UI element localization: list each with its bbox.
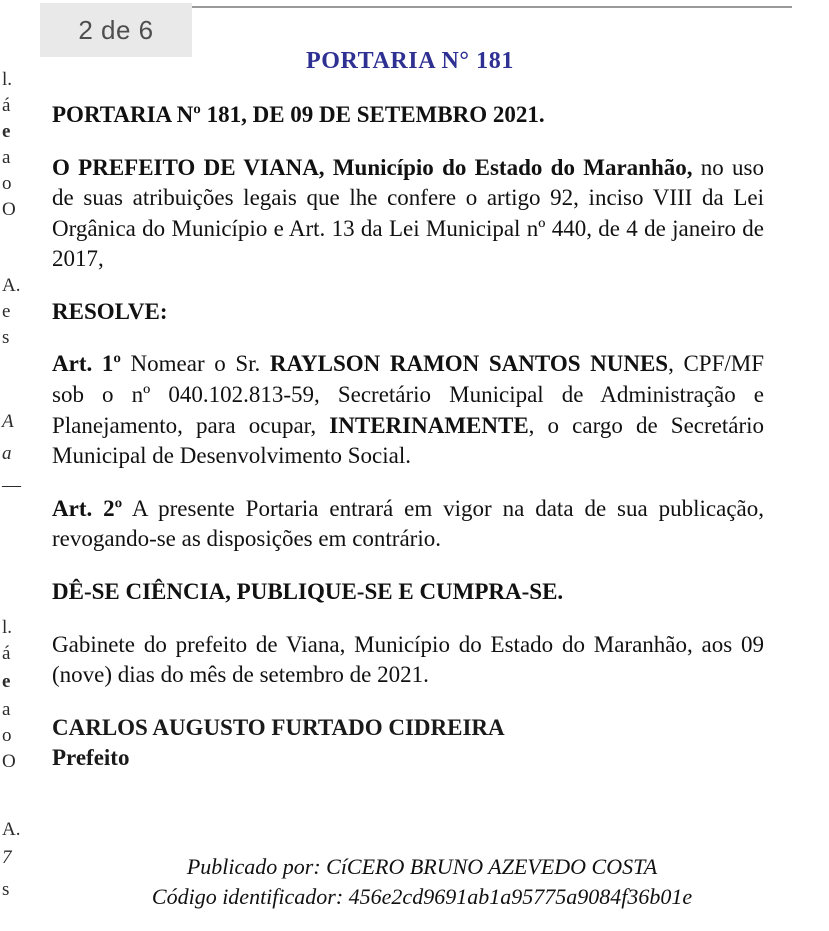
preamble-paragraph <box>52 153 764 275</box>
article-2-paragraph <box>52 494 764 555</box>
article-1-text-before-name: Nomear o Sr. <box>120 351 270 377</box>
preamble-bold-lead: O PREFEITO DE VIANA, Município do Estado do Maranhão, <box>52 154 693 180</box>
document-body <box>52 100 764 772</box>
adjacent-page-fragment: o <box>2 173 12 194</box>
appointee-name: RAYLSON RAMON SANTOS NUNES <box>269 351 669 377</box>
article-1-paragraph <box>52 349 764 471</box>
article-1-emphasis: INTERINAMENTE <box>329 412 529 438</box>
adjacent-page-fragment: o <box>2 725 12 746</box>
adjacent-page-fragment: s <box>2 327 10 348</box>
preamble-rest: no uso de suas atribuições legais que lhe confere o artigo 92, inciso VIII da Lei Orgânica do Município e Art. 13 da Lei Municipal nº 440, de 4 de janeiro de 2017, <box>52 154 764 272</box>
page-indicator: 2 de 6 <box>40 3 192 57</box>
signatory-role: Prefeito <box>52 744 130 770</box>
identifier-code: Código identificador: 456e2cd9691ab1a95775a9084f36b01e <box>151 883 693 909</box>
adjacent-page-fragment: O <box>2 751 16 772</box>
page-title: PORTARIA N° 181 <box>306 48 514 74</box>
resolve-label <box>52 297 764 328</box>
signature-block <box>52 713 764 773</box>
document-page <box>30 0 829 931</box>
page-header-rule <box>190 6 792 8</box>
adjacent-page-fragment: l. <box>2 617 13 638</box>
adjacent-page-fragment: A. <box>2 275 21 296</box>
signatory-name: CARLOS AUGUSTO FURTADO CIDREIRA <box>52 714 505 740</box>
adjacent-page-fragment: s <box>2 879 10 900</box>
adjacent-page-edge <box>0 0 30 931</box>
adjacent-page-fragment: e <box>2 301 11 322</box>
order-line-text: DÊ-SE CIÊNCIA, PUBLIQUE-SE E CUMPRA-SE. <box>52 578 564 604</box>
resolve-label-text: RESOLVE: <box>52 298 168 324</box>
document-footer <box>52 852 792 911</box>
adjacent-page-fragment: 7 <box>2 847 12 868</box>
place-and-date: Gabinete do prefeito de Viana, Município do Estado do Maranhão, aos 09 (nove) dias do mês de setembro de 2021. <box>52 631 764 688</box>
adjacent-page-fragment: á <box>2 643 11 664</box>
adjacent-page-fragment: l. <box>2 69 13 90</box>
document-heading <box>52 100 764 131</box>
adjacent-page-fragment: e <box>2 121 11 142</box>
adjacent-page-fragment: a <box>2 147 11 168</box>
article-1-text-after-name: , CPF/MF sob o nº 040.102.813-59, Secretário Municipal de Administração e Planejamento, para ocupar, <box>52 351 764 438</box>
adjacent-page-fragment: — <box>2 475 21 496</box>
published-by: Publicado por: CíCERO BRUNO AZEVEDO COSTA <box>186 854 658 879</box>
adjacent-page-fragment: a <box>2 443 12 464</box>
adjacent-page-fragment: O <box>2 199 16 220</box>
adjacent-page-fragment: A <box>2 411 14 432</box>
article-2-text: A presente Portaria entrará em vigor na data de sua publicação, revogando-se as disposições em contrário. <box>52 495 764 552</box>
article-1-text-end: , o cargo de Secretário Municipal de Desenvolvimento Social. <box>52 412 765 469</box>
document-heading-text: PORTARIA Nº 181, DE 09 DE SETEMBRO 2021. <box>52 102 545 127</box>
adjacent-page-fragment: á <box>2 95 11 116</box>
article-2-label: Art. 2º <box>52 495 123 521</box>
article-1-label: Art. 1º <box>52 351 121 377</box>
adjacent-page-fragment: A. <box>2 819 21 840</box>
order-line <box>52 577 764 608</box>
adjacent-page-fragment: e <box>2 671 11 692</box>
adjacent-page-fragment: a <box>2 699 11 720</box>
